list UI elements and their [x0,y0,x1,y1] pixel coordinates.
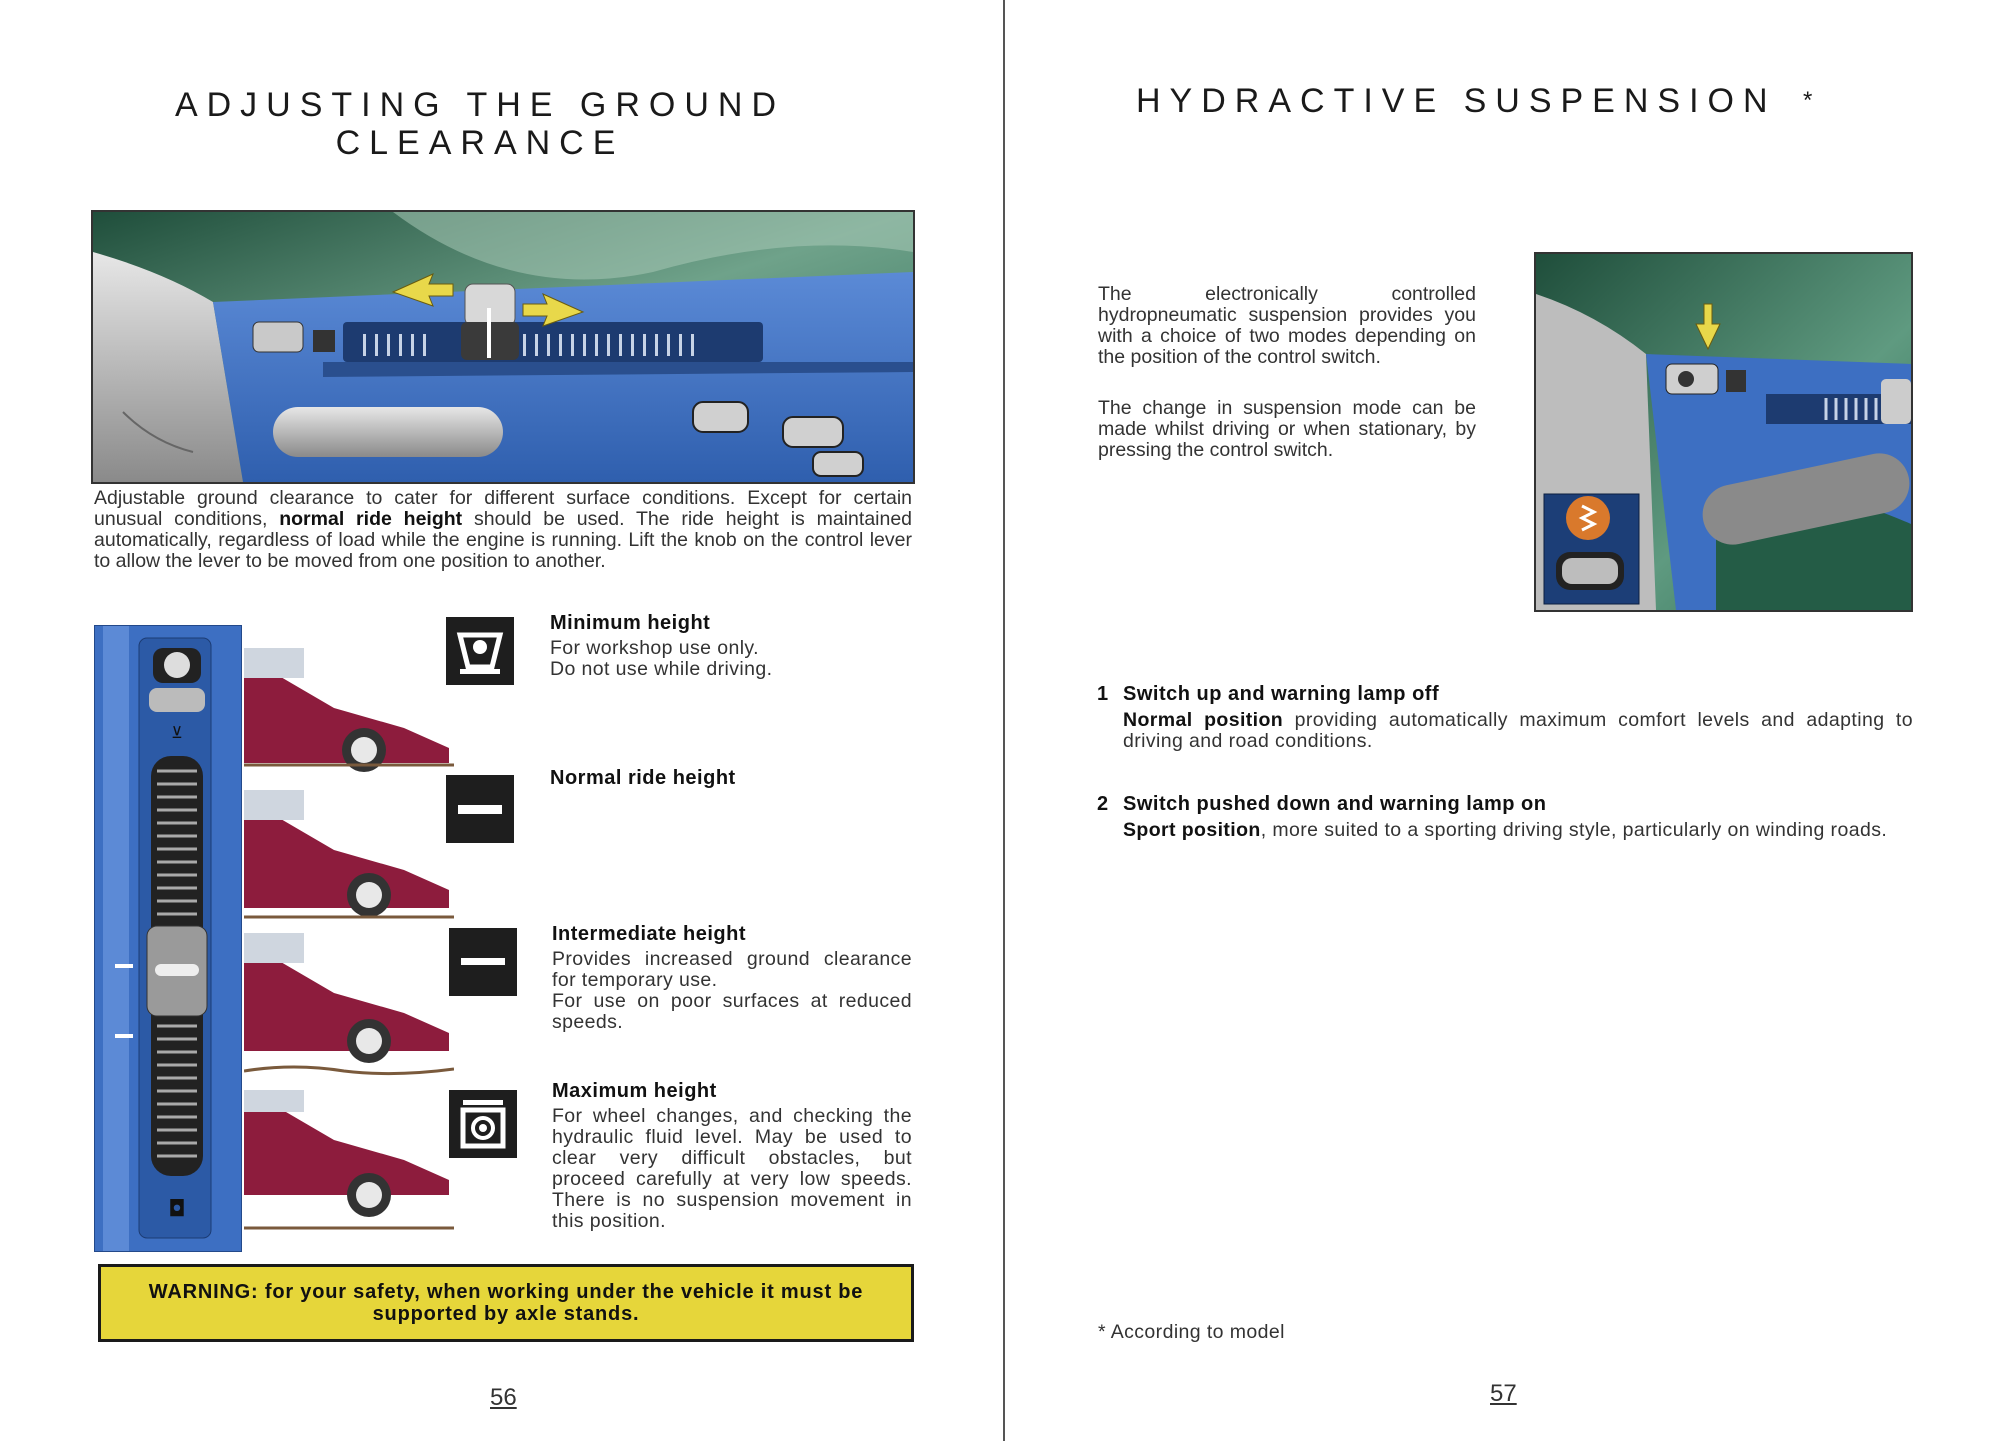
normal-height-heading: Normal ride height [550,767,736,789]
page-title [120,86,840,162]
mode-2-heading: Switch pushed down and warning lamp on [1123,793,1547,815]
page-title-right [1136,82,1896,120]
svg-text:◘: ◘ [168,1197,186,1222]
maximum-height-icon [449,1090,517,1158]
intro-bold: normal ride height [279,508,463,530]
car-minimum-illustration [244,628,454,773]
switch-illustration [1534,252,1913,612]
intermediate-height-desc-1: Provides increased ground clearance for temporary use. [552,948,912,991]
safety-warning-box [98,1264,914,1342]
car-normal-illustration [244,780,454,925]
mode-1-heading: Switch up and warning lamp off [1123,683,1440,705]
car-maximum-illustration [244,1090,454,1235]
mode-2-description [1123,820,1913,841]
mode-2-number: 2 [1097,793,1109,815]
minimum-height-desc-2: Do not use while driving. [550,658,773,680]
page-number-left: 56 [490,1384,517,1411]
intro-paragraph-right-2: The change in suspension mode can be made whilst driving or when stationary, by pressing the control switch. [1098,397,1476,461]
minimum-height-heading: Minimum height [550,612,711,634]
minimum-height-icon [446,617,514,685]
intro-text-2: should be used. The ride height is maintained automatically, regardless of load while the engine is running. Lift the knob on the control lever to allow the lever to be moved from one position to another. [94,508,913,572]
console-illustration [91,210,915,484]
lever-strip [94,625,242,1252]
svg-text:⊻: ⊻ [171,723,183,742]
title-asterisk: * [1802,87,1822,114]
footnote: * According to model [1098,1321,1285,1343]
mode-1-bold: Normal position [1123,709,1284,731]
intermediate-height-heading: Intermediate height [552,923,746,945]
intro-text-1: Adjustable ground clearance to cater for different surface conditions. Except for certain unusual conditions, [94,487,912,530]
title-line-2: CLEARANCE [335,124,625,162]
maximum-height-heading: Maximum height [552,1080,717,1102]
mode-1-text: providing automatically maximum comfort levels and adapting to driving and road conditions. [1123,709,1913,752]
normal-height-icon [446,775,514,843]
maximum-height-desc: For wheel changes, and checking the hydraulic fluid level. May be used to clear very difficult obstacles, but proceed carefully at very low speeds. There is no suspension movement in this position. [552,1105,912,1232]
right-page [1006,0,2000,1441]
title-right-text: HYDRACTIVE SUSPENSION [1136,82,1777,120]
car-intermediate-illustration [244,933,454,1078]
minimum-height-desc-1: For workshop use only. [550,637,759,659]
intermediate-height-desc-2: For use on poor surfaces at reduced speeds. [552,990,912,1033]
intermediate-height-icon [449,928,517,996]
safety-warning-text: WARNING: for your safety, when working under the vehicle it must be supported by axle stands. [148,1281,864,1325]
intro-paragraph [94,488,912,572]
intro-paragraph-right-1: The electronically controlled hydropneumatic suspension provides you with a choice of two modes depending on the position of the control switch. [1098,283,1476,368]
page-number-right: 57 [1490,1380,1517,1407]
mode-1-description [1123,710,1913,752]
mode-1-number: 1 [1097,683,1109,705]
mode-2-bold: Sport position [1123,819,1261,841]
mode-2-text: , more suited to a sporting driving style, particularly on winding roads. [1260,819,1888,841]
title-line-1: ADJUSTING THE GROUND [174,86,786,124]
